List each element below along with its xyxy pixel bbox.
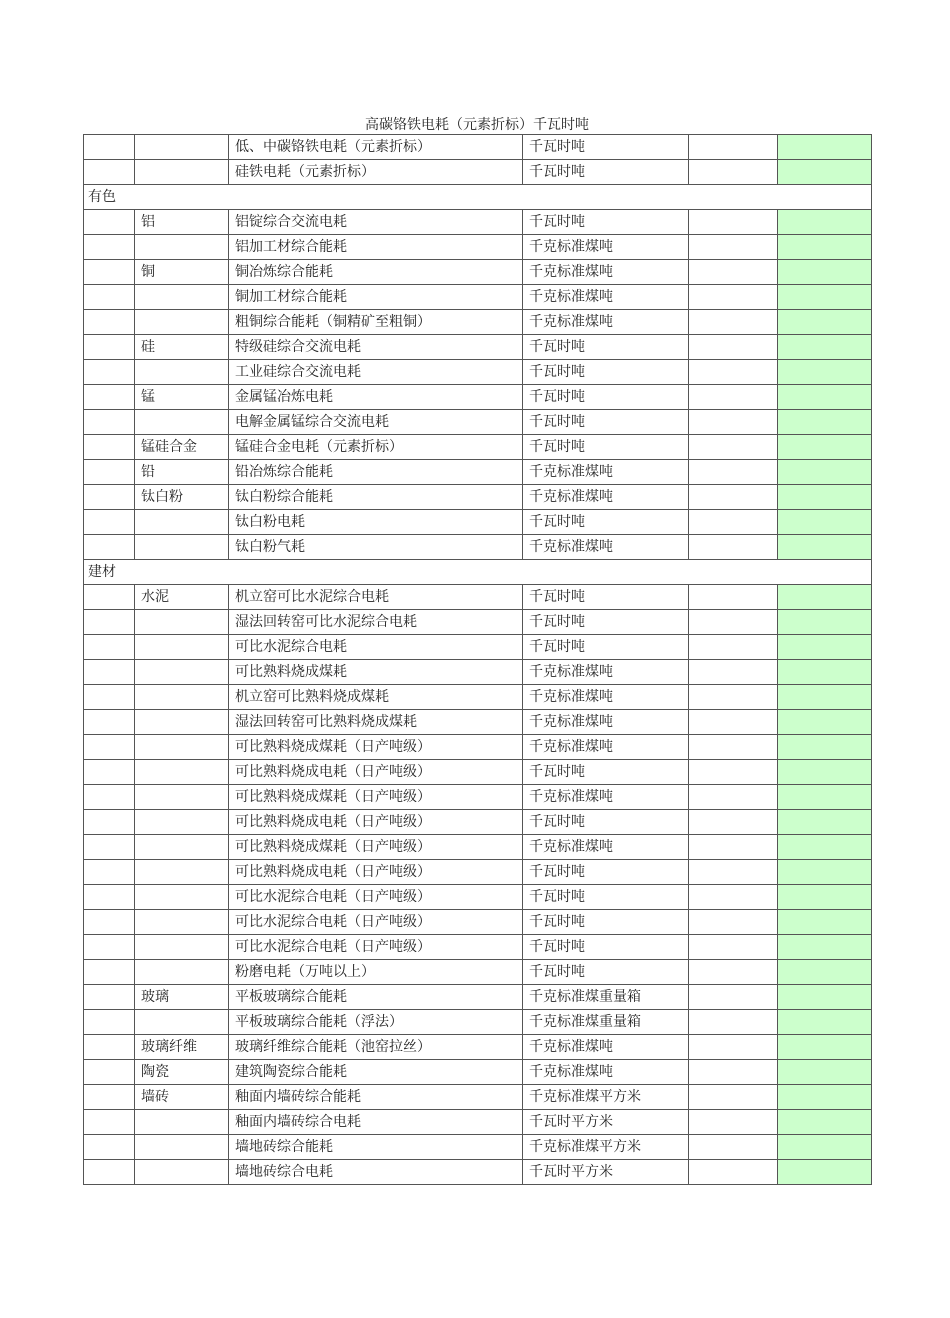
- value-cell: [689, 235, 778, 260]
- value-cell: [689, 435, 778, 460]
- value-cell: [689, 735, 778, 760]
- unit-cell: 千克标准煤吨: [523, 710, 689, 735]
- blank-cell: [84, 1135, 135, 1160]
- table-row: [84, 635, 872, 660]
- blank-cell: [84, 960, 135, 985]
- table-row: [84, 335, 872, 360]
- blank-cell: [84, 760, 135, 785]
- value-cell: [689, 360, 778, 385]
- indicator-cell: 电解金属锰综合交流电耗: [229, 410, 523, 435]
- value-cell: [689, 1160, 778, 1185]
- value-cell: [689, 585, 778, 610]
- category-cell: [135, 1135, 229, 1160]
- category-cell: [135, 710, 229, 735]
- table-row: [84, 885, 872, 910]
- unit-cell: 千瓦时吨: [523, 335, 689, 360]
- unit-cell: 千克标准煤吨: [523, 660, 689, 685]
- category-cell: [135, 510, 229, 535]
- table-row: [84, 1085, 872, 1110]
- blank-cell: [84, 635, 135, 660]
- blank-cell: [84, 535, 135, 560]
- unit-cell: 千瓦时吨: [523, 760, 689, 785]
- category-cell: [135, 960, 229, 985]
- indicator-cell: 钛白粉综合能耗: [229, 485, 523, 510]
- category-cell: [135, 810, 229, 835]
- input-cell[interactable]: [778, 910, 872, 935]
- unit-cell: 千克标准煤重量箱: [523, 1010, 689, 1035]
- input-cell[interactable]: [778, 1160, 872, 1185]
- indicator-cell: 玻璃纤维综合能耗（池窑拉丝）: [229, 1035, 523, 1060]
- input-cell[interactable]: [778, 835, 872, 860]
- category-cell: [135, 785, 229, 810]
- indicator-cell: 铜加工材综合能耗: [229, 285, 523, 310]
- category-cell: [135, 935, 229, 960]
- unit-cell: 千瓦时吨: [523, 160, 689, 185]
- blank-cell: [84, 435, 135, 460]
- unit-cell: 千瓦时吨: [523, 435, 689, 460]
- value-cell: [689, 885, 778, 910]
- table-row: [84, 685, 872, 710]
- input-cell[interactable]: [778, 660, 872, 685]
- category-cell: 锰硅合金: [135, 435, 229, 460]
- category-cell: [135, 910, 229, 935]
- category-cell: [135, 310, 229, 335]
- section-label: 有色: [84, 185, 872, 210]
- blank-cell: [84, 260, 135, 285]
- indicator-cell: 平板玻璃综合能耗: [229, 985, 523, 1010]
- unit-cell: 千瓦时吨: [523, 585, 689, 610]
- blank-cell: [84, 1160, 135, 1185]
- indicator-cell: 铜冶炼综合能耗: [229, 260, 523, 285]
- category-cell: 钛白粉: [135, 485, 229, 510]
- indicator-cell: 钛白粉电耗: [229, 510, 523, 535]
- unit-cell: 千瓦时平方米: [523, 1160, 689, 1185]
- indicator-cell: 特级硅综合交流电耗: [229, 335, 523, 360]
- table-row: [84, 310, 872, 335]
- input-cell[interactable]: [778, 585, 872, 610]
- input-cell[interactable]: [778, 885, 872, 910]
- table-row: [84, 160, 872, 185]
- value-cell: [689, 1035, 778, 1060]
- blank-cell: [84, 410, 135, 435]
- unit-cell: 千瓦时吨: [523, 810, 689, 835]
- value-cell: [689, 1110, 778, 1135]
- value-cell: [689, 385, 778, 410]
- blank-cell: [84, 585, 135, 610]
- indicator-cell: 可比熟料烧成电耗（日产吨级）: [229, 760, 523, 785]
- blank-cell: [84, 1010, 135, 1035]
- category-cell: [135, 660, 229, 685]
- unit-cell: 千克标准煤吨: [523, 235, 689, 260]
- value-cell: [689, 410, 778, 435]
- input-cell[interactable]: [778, 710, 872, 735]
- blank-cell: [84, 210, 135, 235]
- unit-cell: 千克标准煤吨: [523, 485, 689, 510]
- blank-cell: [84, 460, 135, 485]
- table-row: [84, 1135, 872, 1160]
- table-body: [84, 135, 872, 1185]
- input-cell[interactable]: [778, 760, 872, 785]
- blank-cell: [84, 610, 135, 635]
- unit-cell: 千克标准煤吨: [523, 285, 689, 310]
- unit-cell: 千瓦时吨: [523, 135, 689, 160]
- indicator-cell: 铝加工材综合能耗: [229, 235, 523, 260]
- blank-cell: [84, 710, 135, 735]
- input-cell[interactable]: [778, 860, 872, 885]
- indicator-cell: 硅铁电耗（元素折标）: [229, 160, 523, 185]
- input-cell[interactable]: [778, 485, 872, 510]
- table-row: [84, 585, 872, 610]
- indicator-cell: 可比熟料烧成煤耗（日产吨级）: [229, 735, 523, 760]
- value-cell: [689, 1060, 778, 1085]
- input-cell[interactable]: [778, 1060, 872, 1085]
- table-row: [84, 535, 872, 560]
- unit-cell: 千瓦时吨: [523, 510, 689, 535]
- input-cell[interactable]: [778, 160, 872, 185]
- input-cell[interactable]: [778, 235, 872, 260]
- table-row: [84, 260, 872, 285]
- blank-cell: [84, 910, 135, 935]
- category-cell: 玻璃: [135, 985, 229, 1010]
- input-cell[interactable]: [778, 1135, 872, 1160]
- value-cell: [689, 960, 778, 985]
- indicator-cell: 湿法回转窑可比熟料烧成煤耗: [229, 710, 523, 735]
- value-cell: [689, 685, 778, 710]
- indicator-cell: 粗铜综合能耗（铜精矿至粗铜）: [229, 310, 523, 335]
- value-cell: [689, 335, 778, 360]
- input-cell[interactable]: [778, 985, 872, 1010]
- unit-cell: 千瓦时吨: [523, 635, 689, 660]
- category-cell: [135, 360, 229, 385]
- blank-cell: [84, 1110, 135, 1135]
- blank-cell: [84, 835, 135, 860]
- table-row: [84, 285, 872, 310]
- category-cell: [135, 160, 229, 185]
- blank-cell: [84, 660, 135, 685]
- table-row: [84, 735, 872, 760]
- category-cell: [135, 1110, 229, 1135]
- indicator-cell: 锰硅合金电耗（元素折标）: [229, 435, 523, 460]
- value-cell: [689, 510, 778, 535]
- indicator-cell: 粉磨电耗（万吨以上）: [229, 960, 523, 985]
- category-cell: [135, 610, 229, 635]
- table-row: [84, 510, 872, 535]
- blank-cell: [84, 310, 135, 335]
- blank-cell: [84, 935, 135, 960]
- indicator-cell: 釉面内墙砖综合电耗: [229, 1110, 523, 1135]
- category-cell: [135, 685, 229, 710]
- value-cell: [689, 160, 778, 185]
- indicator-cell: 铅冶炼综合能耗: [229, 460, 523, 485]
- category-cell: [135, 735, 229, 760]
- value-cell: [689, 1010, 778, 1035]
- unit-cell: 千克标准煤吨: [523, 1035, 689, 1060]
- unit-cell: 千克标准煤吨: [523, 785, 689, 810]
- indicator-cell: 可比水泥综合电耗（日产吨级）: [229, 910, 523, 935]
- blank-cell: [84, 860, 135, 885]
- unit-cell: 千瓦时吨: [523, 960, 689, 985]
- unit-cell: 千克标准煤吨: [523, 735, 689, 760]
- blank-cell: [84, 1035, 135, 1060]
- indicator-cell: 墙地砖综合电耗: [229, 1160, 523, 1185]
- indicator-cell: 湿法回转窑可比水泥综合电耗: [229, 610, 523, 635]
- indicator-cell: 可比熟料烧成煤耗（日产吨级）: [229, 785, 523, 810]
- input-cell[interactable]: [778, 1110, 872, 1135]
- table-row: [84, 935, 872, 960]
- energy-consumption-table: [83, 134, 872, 1185]
- indicator-cell: 可比熟料烧成电耗（日产吨级）: [229, 810, 523, 835]
- input-cell[interactable]: [778, 810, 872, 835]
- category-cell: [135, 285, 229, 310]
- input-cell[interactable]: [778, 535, 872, 560]
- input-cell[interactable]: [778, 210, 872, 235]
- category-cell: [135, 635, 229, 660]
- input-cell[interactable]: [778, 735, 872, 760]
- category-cell: 锰: [135, 385, 229, 410]
- indicator-cell: 钛白粉气耗: [229, 535, 523, 560]
- table-row: [84, 860, 872, 885]
- value-cell: [689, 935, 778, 960]
- blank-cell: [84, 985, 135, 1010]
- input-cell[interactable]: [778, 1085, 872, 1110]
- unit-cell: 千克标准煤重量箱: [523, 985, 689, 1010]
- input-cell[interactable]: [778, 960, 872, 985]
- section-label: 建材: [84, 560, 872, 585]
- table-row: [84, 785, 872, 810]
- table-row: [84, 760, 872, 785]
- value-cell: [689, 760, 778, 785]
- input-cell[interactable]: [778, 935, 872, 960]
- table-row: [84, 610, 872, 635]
- category-cell: [135, 1160, 229, 1185]
- value-cell: [689, 910, 778, 935]
- value-cell: [689, 485, 778, 510]
- blank-cell: [84, 510, 135, 535]
- input-cell[interactable]: [778, 460, 872, 485]
- value-cell: [689, 260, 778, 285]
- blank-cell: [84, 810, 135, 835]
- input-cell[interactable]: [778, 260, 872, 285]
- table-row: [84, 835, 872, 860]
- table-row: [84, 385, 872, 410]
- value-cell: [689, 285, 778, 310]
- unit-cell: 千瓦时吨: [523, 210, 689, 235]
- blank-cell: [84, 160, 135, 185]
- value-cell: [689, 1135, 778, 1160]
- unit-cell: 千瓦时吨: [523, 910, 689, 935]
- unit-cell: 千瓦时平方米: [523, 1110, 689, 1135]
- input-cell[interactable]: [778, 285, 872, 310]
- input-cell[interactable]: [778, 635, 872, 660]
- blank-cell: [84, 735, 135, 760]
- unit-cell: 千瓦时吨: [523, 885, 689, 910]
- indicator-cell: 可比熟料烧成煤耗（日产吨级）: [229, 835, 523, 860]
- unit-cell: 千瓦时吨: [523, 385, 689, 410]
- unit-cell: 千克标准煤吨: [523, 685, 689, 710]
- category-cell: [135, 535, 229, 560]
- indicator-cell: 可比熟料烧成煤耗: [229, 660, 523, 685]
- category-cell: 玻璃纤维: [135, 1035, 229, 1060]
- category-cell: [135, 235, 229, 260]
- blank-cell: [84, 785, 135, 810]
- table-row: [84, 660, 872, 685]
- blank-cell: [84, 385, 135, 410]
- unit-cell: 千克标准煤吨: [523, 460, 689, 485]
- table-row: [84, 460, 872, 485]
- indicator-cell: 可比水泥综合电耗: [229, 635, 523, 660]
- unit-cell: 千克标准煤吨: [523, 260, 689, 285]
- indicator-cell: 低、中碳铬铁电耗（元素折标）: [229, 135, 523, 160]
- category-cell: 水泥: [135, 585, 229, 610]
- unit-cell: 千克标准煤平方米: [523, 1085, 689, 1110]
- value-cell: [689, 535, 778, 560]
- category-cell: [135, 885, 229, 910]
- category-cell: 陶瓷: [135, 1060, 229, 1085]
- unit-cell: 千克标准煤平方米: [523, 1135, 689, 1160]
- unit-cell: 千克标准煤吨: [523, 835, 689, 860]
- value-cell: [689, 635, 778, 660]
- value-cell: [689, 860, 778, 885]
- input-cell[interactable]: [778, 1010, 872, 1035]
- table-row: [84, 1010, 872, 1035]
- indicator-cell: 机立窑可比熟料烧成煤耗: [229, 685, 523, 710]
- indicator-cell: 可比熟料烧成电耗（日产吨级）: [229, 860, 523, 885]
- indicator-cell: 铝锭综合交流电耗: [229, 210, 523, 235]
- input-cell[interactable]: [778, 310, 872, 335]
- input-cell[interactable]: [778, 335, 872, 360]
- table-row: [84, 135, 872, 160]
- input-cell[interactable]: [778, 785, 872, 810]
- value-cell: [689, 210, 778, 235]
- input-cell[interactable]: [778, 610, 872, 635]
- blank-cell: [84, 360, 135, 385]
- unit-cell: 千瓦时吨: [523, 360, 689, 385]
- table-row: [84, 810, 872, 835]
- table-row: [84, 435, 872, 460]
- indicator-cell: 可比水泥综合电耗（日产吨级）: [229, 935, 523, 960]
- table-row: [84, 1110, 872, 1135]
- unit-cell: 千克标准煤吨: [523, 535, 689, 560]
- table-row: [84, 1060, 872, 1085]
- value-cell: [689, 810, 778, 835]
- table-row: [84, 235, 872, 260]
- table-row: [84, 360, 872, 385]
- blank-cell: [84, 1060, 135, 1085]
- section-row: [84, 185, 872, 210]
- category-cell: 铅: [135, 460, 229, 485]
- value-cell: [689, 710, 778, 735]
- blank-cell: [84, 685, 135, 710]
- value-cell: [689, 310, 778, 335]
- category-cell: [135, 410, 229, 435]
- input-cell[interactable]: [778, 410, 872, 435]
- table-row: [84, 1035, 872, 1060]
- value-cell: [689, 835, 778, 860]
- table-row: [84, 910, 872, 935]
- unit-cell: 千瓦时吨: [523, 410, 689, 435]
- value-cell: [689, 660, 778, 685]
- indicator-cell: 金属锰冶炼电耗: [229, 385, 523, 410]
- value-cell: [689, 1085, 778, 1110]
- blank-cell: [84, 335, 135, 360]
- unit-cell: 千克标准煤吨: [523, 1060, 689, 1085]
- category-cell: [135, 135, 229, 160]
- table-row: [84, 960, 872, 985]
- indicator-cell: 建筑陶瓷综合能耗: [229, 1060, 523, 1085]
- category-cell: 墙砖: [135, 1085, 229, 1110]
- value-cell: [689, 135, 778, 160]
- indicator-cell: 釉面内墙砖综合能耗: [229, 1085, 523, 1110]
- category-cell: 铝: [135, 210, 229, 235]
- value-cell: [689, 985, 778, 1010]
- category-cell: [135, 1010, 229, 1035]
- input-cell[interactable]: [778, 510, 872, 535]
- category-cell: 硅: [135, 335, 229, 360]
- input-cell[interactable]: [778, 1035, 872, 1060]
- blank-cell: [84, 285, 135, 310]
- indicator-cell: 平板玻璃综合能耗（浮法）: [229, 1010, 523, 1035]
- unit-cell: 千瓦时吨: [523, 860, 689, 885]
- category-cell: [135, 860, 229, 885]
- unit-cell: 千瓦时吨: [523, 935, 689, 960]
- unit-cell: 千瓦时吨: [523, 610, 689, 635]
- category-cell: [135, 760, 229, 785]
- blank-cell: [84, 135, 135, 160]
- indicator-cell: 可比水泥综合电耗（日产吨级）: [229, 885, 523, 910]
- input-cell[interactable]: [778, 685, 872, 710]
- indicator-cell: 墙地砖综合能耗: [229, 1135, 523, 1160]
- category-cell: [135, 835, 229, 860]
- table-row: [84, 410, 872, 435]
- category-cell: 铜: [135, 260, 229, 285]
- table-row: [84, 1160, 872, 1185]
- table-row: [84, 710, 872, 735]
- table-caption: 高碳铬铁电耗（元素折标）千瓦时吨: [365, 117, 589, 133]
- value-cell: [689, 610, 778, 635]
- table-row: [84, 485, 872, 510]
- blank-cell: [84, 235, 135, 260]
- indicator-cell: 机立窑可比水泥综合电耗: [229, 585, 523, 610]
- blank-cell: [84, 1085, 135, 1110]
- unit-cell: 千克标准煤吨: [523, 310, 689, 335]
- table-row: [84, 985, 872, 1010]
- table-row: [84, 210, 872, 235]
- value-cell: [689, 785, 778, 810]
- input-cell[interactable]: [778, 360, 872, 385]
- input-cell[interactable]: [778, 135, 872, 160]
- input-cell[interactable]: [778, 385, 872, 410]
- value-cell: [689, 460, 778, 485]
- indicator-cell: 工业硅综合交流电耗: [229, 360, 523, 385]
- blank-cell: [84, 885, 135, 910]
- blank-cell: [84, 485, 135, 510]
- input-cell[interactable]: [778, 435, 872, 460]
- section-row: [84, 560, 872, 585]
